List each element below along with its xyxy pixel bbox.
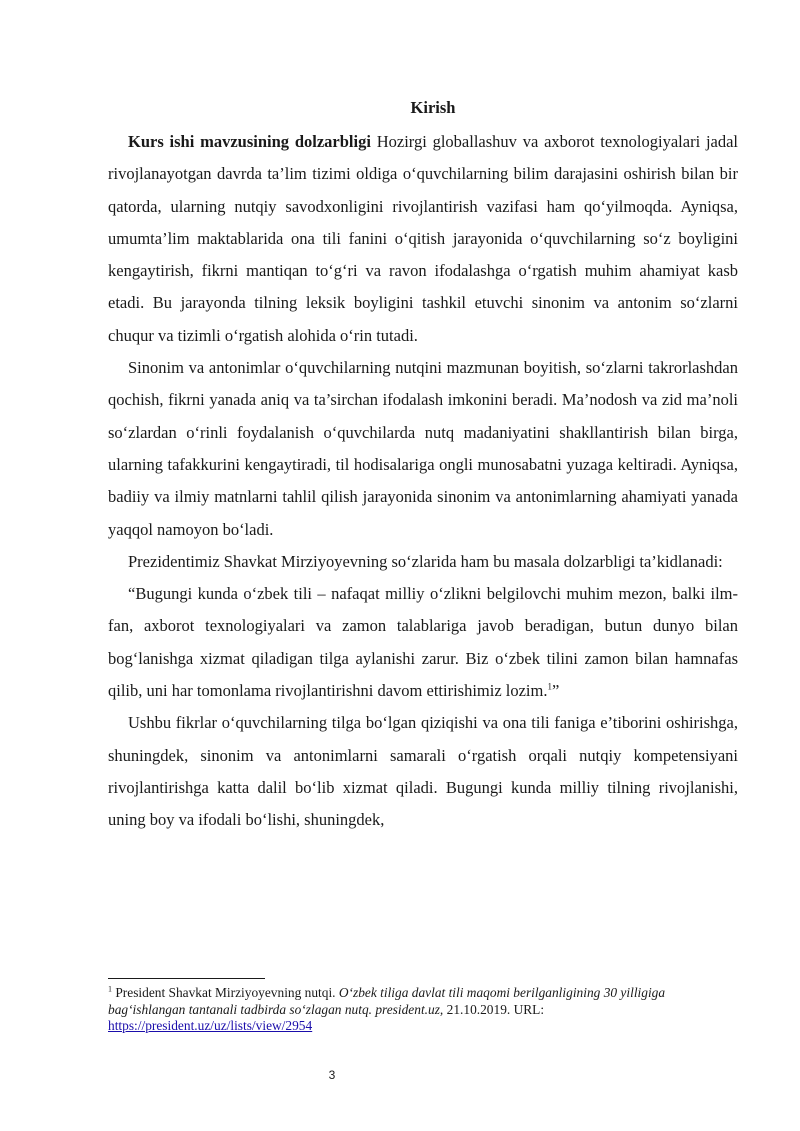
- paragraph-1: [108, 126, 738, 352]
- paragraph-2: Sinonim va antonimlar o‘quvchilarning nutqini mazmunan boyitish, so‘zlarni takrorlashdan qochish, fikrni yanada aniq va ta’sirchan ifodalash imkonini beradi. Ma’nodosh va zid ma’noli so‘zlardan o‘rinli foydalanish o‘quvchilarda nutq madaniyatini shakllantirish bilan birga, ularning tafakkurini kengaytiradi, til hodisalariga ongli munosabatni yuzaga keltiradi. Ayniqsa, badiiy va ilmiy matnlarni tahlil qilish jarayonida sinonim va antonimlarning ahamiyati yanada yaqqol namoyon bo‘ladi.: [108, 358, 738, 539]
- footnote: [108, 985, 738, 1035]
- body-text: [108, 126, 738, 837]
- footnote-date: 21.10.2019. URL:: [443, 1001, 545, 1017]
- footnote-title: O‘zbek tiliga davlat tili maqomi berilganligining 30 yilligiga bag‘ishlangan tantanali tadbirda so‘zlagan nutq. president.uz,: [108, 985, 666, 1017]
- footnote-reference[interactable]: 1: [547, 681, 552, 692]
- footnote-mark: 1: [108, 984, 112, 994]
- section-heading: Kirish: [410, 98, 456, 117]
- paragraph-5: Ushbu fikrlar o‘quvchilarning tilga bo‘lgan qiziqishi va ona tili faniga e’tiborini oshirishga, shuningdek, sinonim va antonimlarni samarali o‘rgatish orqali nutqiy kompetensiyani rivojlantirishga katta dalil bo‘lib xizmat qiladi. Bugungi kunda milliy tilning rivojlanishi, uning boy va ifodali bo‘lishi, shuningdek,: [108, 713, 738, 830]
- paragraph-lead: Kurs ishi mavzusining dolzarbligi: [128, 132, 371, 151]
- footnote-separator: [108, 978, 265, 979]
- footnote-source: President Shavkat Mirziyoyevning nutqi.: [112, 985, 339, 1000]
- paragraph-3: Prezidentimiz Shavkat Mirziyoyevning so‘zlarida ham bu masala dolzarbligi ta’kidlanadi:: [128, 551, 723, 571]
- paragraph-text: Hozirgi globallashuv va axborot texnologiyalari jadal rivojlanayotgan davrda ta’lim tizimi oldiga o‘quvchilarning bilim darajasini oshirish bilan bir qatorda, ularning nutqiy savodxonligini rivojlantirish vazifasi ham qo‘yilmoqda. Ayniqsa, umumta’lim maktablarida ona tili fanini o‘qitish jarayonida o‘quvchilarning so‘z boyligini kengaytirish, fikrni mantiqan to‘g‘ri va ravon ifodalashga o‘rgatish muhim ahamiyat kasb etadi. Bu jarayonda tilning leksik boyligini tashkil etuvchi sinonim va antonim so‘zlarni chuqur va tizimli o‘rgatish alohida o‘rin tutadi.: [108, 132, 739, 345]
- footnote-link[interactable]: https://president.uz/uz/lists/view/2954: [108, 1018, 313, 1034]
- quote-closing-mark: ”: [551, 681, 560, 701]
- quote-paragraph: [108, 578, 738, 707]
- quote-text: “Bugungi kunda o‘zbek tili – nafaqat milliy o‘zlikni belgilovchi muhim mezon, balki ilm-fan, axborot texnologiyalari va zamon talablariga javob beradigan, butun dunyo bilan bog‘lanishga xizmat qiladigan tilga aylanishi zarur. Biz o‘zbek tilini zamon bilan hamnafas qilib, uni har tomonlama rivojlantirishni davom ettirishimiz lozim.: [108, 584, 738, 701]
- page-number: 3: [328, 1068, 336, 1082]
